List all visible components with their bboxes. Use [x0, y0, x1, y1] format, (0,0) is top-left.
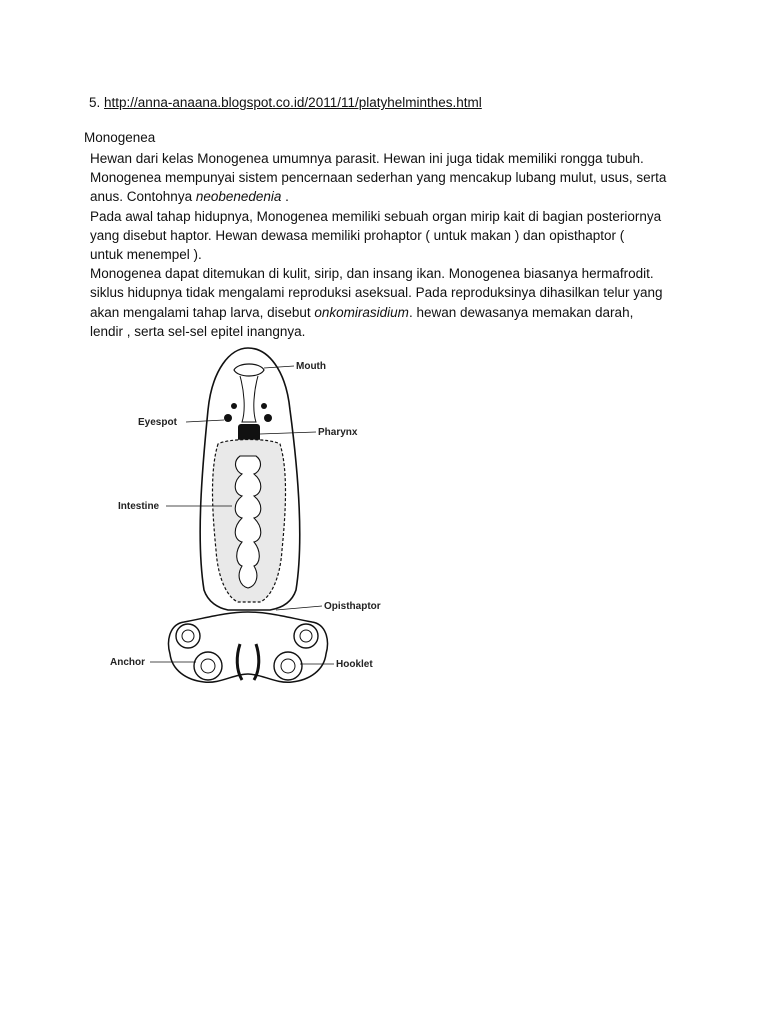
monogenea-diagram-svg: [100, 340, 400, 700]
eyespot-right-1: [261, 403, 267, 409]
larva-name: onkomirasidium: [314, 304, 409, 320]
label-intestine: Intestine: [118, 501, 160, 512]
sucker-right-lower: [274, 652, 302, 680]
sucker-left-lower: [194, 652, 222, 680]
reference-number: 5.: [89, 95, 101, 110]
eyespot-left-2: [224, 414, 232, 422]
label-mouth: Mouth: [296, 361, 326, 372]
eyespot-right-2: [264, 414, 272, 422]
sucker-left-upper: [176, 624, 200, 648]
label-anchor: Anchor: [110, 657, 145, 668]
label-hooklet: Hooklet: [336, 659, 373, 670]
reference-link[interactable]: http://anna-anaana.blogspot.co.id/2011/11/platyhelminthes.html: [104, 95, 482, 110]
paragraph-1: Hewan dari kelas Monogenea umumnya parasit. Hewan ini juga tidak memiliki rongga tubuh. Monogenea mempunyai sistem pencernaan sederhan yang mencakup lubang mulut, usus, serta anus. Contohnya neobenedenia .: [90, 151, 667, 205]
mouth: [234, 364, 264, 376]
eyespot-left-1: [231, 403, 237, 409]
reference-line: [89, 94, 482, 112]
species-name: neobenedenia: [195, 189, 282, 205]
monogenea-diagram: [100, 340, 400, 700]
paragraph-2: Pada awal tahap hidupnya, Monogenea memiliki sebuah organ mirip kait di bagian posteriornya yang disebut haptor. Hewan dewasa memiliki prohaptor ( untuk makan ) dan opisthaptor ( untuk menempel ).: [90, 208, 662, 263]
label-pharynx: Pharynx: [318, 427, 358, 438]
section-heading: Monogenea: [84, 130, 156, 145]
paragraph-3: Monogenea dapat ditemukan di kulit, sirip, dan insang ikan. Monogenea biasanya hermafrodit. siklus hidupnya tidak mengalami reproduksi aseksual. Pada reproduksinya dihasilkan telur yang akan mengalami tahap larva, disebut onkomirasidium. hewan dewasanya memakan darah, lendir , serta sel-sel epitel inangnya.: [90, 266, 663, 339]
sucker-right-upper: [294, 624, 318, 648]
label-opisthaptor: Opisthaptor: [324, 601, 381, 612]
body-text: [90, 149, 690, 341]
label-eyespot: Eyespot: [138, 417, 177, 428]
